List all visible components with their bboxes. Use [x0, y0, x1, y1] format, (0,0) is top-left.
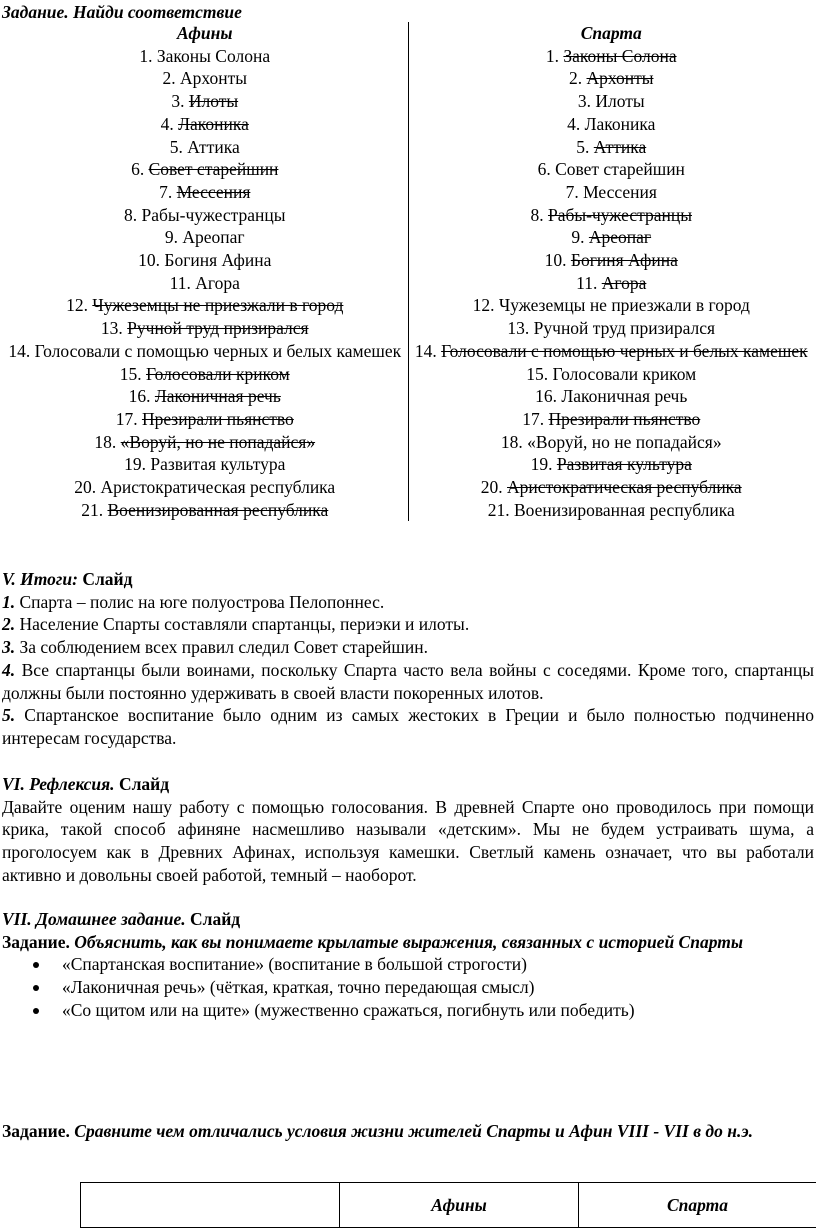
matching-cell-sparta: [408, 340, 814, 363]
summary-slide: Слайд: [78, 569, 133, 589]
matching-cell-athens: [2, 453, 408, 476]
item-text: Богиня Афина: [571, 250, 678, 270]
matching-cell-athens: [2, 158, 408, 181]
matching-row: [2, 317, 814, 340]
item-number: 21.: [81, 500, 103, 520]
item-text: Голосовали с помощью черных и белых камешек: [35, 341, 402, 361]
item-number: 4.: [567, 114, 580, 134]
item-number: 11.: [576, 273, 597, 293]
homework-bullet-text: «Спартанская воспитание» (воспитание в большой строгости): [62, 954, 527, 974]
item-text: Голосовали криком: [146, 364, 290, 384]
item-text: Ареопаг: [589, 227, 651, 247]
item-text: «Воруй, но не попадайся»: [527, 432, 721, 452]
summary-item-number: 4.: [2, 660, 15, 680]
item-number: 7.: [566, 182, 579, 202]
reflection-heading: VI. Рефлексия.: [2, 774, 115, 794]
item-text: Голосовали криком: [553, 364, 697, 384]
item-text: Богиня Афина: [164, 250, 271, 270]
matching-row: [2, 45, 814, 68]
summary-item-number: 3.: [2, 637, 15, 657]
matching-cell-sparta: [408, 181, 814, 204]
matching-cell-sparta: [408, 249, 814, 272]
header-sparta: Спарта: [408, 22, 814, 45]
summary-item-text: Население Спарты составляли спартанцы, периэки и илоты.: [15, 614, 469, 634]
matching-cell-sparta: [408, 476, 814, 499]
matching-row: [2, 90, 814, 113]
matching-row: [2, 385, 814, 408]
item-number: 1.: [139, 46, 152, 66]
matching-row: [2, 408, 814, 431]
comparison-header-sparta: Спарта: [579, 1183, 816, 1228]
summary-item-text: Все спартанцы были воинами, поскольку Спарта часто вела войны с соседями. Кроме того, спартанцы должны были постоянно удерживать в своей власти покоренных илотов.: [2, 660, 814, 703]
homework-bullet-item: [2, 999, 814, 1022]
homework-bullet-text: «Лаконичная речь» (чёткая, краткая, точно передающая смысл): [62, 977, 534, 997]
item-number: 4.: [161, 114, 174, 134]
comparison-table-header: [81, 1183, 816, 1228]
matching-row: [2, 113, 814, 136]
item-text: Мессения: [177, 182, 251, 202]
item-number: 15.: [526, 364, 548, 384]
item-text: Илоты: [189, 91, 238, 111]
item-text: Рабы-чужестранцы: [548, 205, 692, 225]
matching-cell-sparta: [408, 499, 814, 522]
item-text: Ареопаг: [182, 227, 244, 247]
reflection-section: [2, 773, 814, 887]
matching-cell-athens: [2, 385, 408, 408]
item-text: Архонты: [180, 68, 247, 88]
matching-row: [2, 294, 814, 317]
matching-row: [2, 158, 814, 181]
item-number: 6.: [538, 159, 551, 179]
summary-item-text: За соблюдением всех правил следил Совет старейшин.: [15, 637, 428, 657]
summary-item: [2, 591, 814, 614]
matching-table: [2, 22, 814, 521]
summary-section: [2, 568, 814, 750]
matching-row: [2, 204, 814, 227]
item-number: 20.: [481, 477, 503, 497]
homework-bullet-item: [2, 976, 814, 999]
item-number: 12.: [473, 295, 495, 315]
summary-item-text: Спартанское воспитание было одним из самых жестоких в Греции и было полностью подчиненно интересам государства.: [2, 705, 814, 748]
item-number: 9.: [571, 227, 584, 247]
item-text: Илоты: [595, 91, 644, 111]
task2-label: Задание.: [2, 1121, 70, 1141]
homework-section: [2, 908, 814, 1022]
comparison-header-athens: Афины: [340, 1183, 579, 1228]
matching-cell-athens: [2, 113, 408, 136]
matching-cell-sparta: [408, 408, 814, 431]
item-text: Законы Солона: [563, 46, 676, 66]
matching-row: [2, 181, 814, 204]
item-number: 8.: [530, 205, 543, 225]
item-text: Аттика: [594, 137, 646, 157]
item-number: 18.: [501, 432, 523, 452]
item-number: 13.: [101, 318, 123, 338]
homework-slide: Слайд: [186, 909, 241, 929]
item-text: Ручной труд призирался: [127, 318, 308, 338]
summary-item: [2, 659, 814, 704]
item-number: 18.: [94, 432, 116, 452]
task1-title: Задание. Найди соответствие: [2, 1, 242, 24]
summary-list: [2, 591, 814, 750]
matching-cell-sparta: [408, 67, 814, 90]
matching-cell-athens: [2, 67, 408, 90]
item-number: 5.: [170, 137, 183, 157]
item-text: Аттика: [187, 137, 239, 157]
summary-heading: V. Итоги:: [2, 569, 78, 589]
matching-row: [2, 340, 814, 363]
summary-item-number: 1.: [2, 592, 15, 612]
item-text: Рабы-чужестранцы: [141, 205, 285, 225]
item-text: Мессения: [583, 182, 657, 202]
item-number: 19.: [531, 454, 553, 474]
item-number: 19.: [124, 454, 146, 474]
item-text: Совет старейшин: [555, 159, 685, 179]
item-number: 14.: [8, 341, 30, 361]
item-text: Развитая культура: [150, 454, 285, 474]
matching-row: [2, 499, 814, 522]
item-text: Военизированная республика: [514, 500, 735, 520]
item-number: 21.: [488, 500, 510, 520]
item-number: 10.: [545, 250, 567, 270]
matching-cell-sparta: [408, 136, 814, 159]
item-text: Ручной труд призирался: [534, 318, 715, 338]
matching-cell-athens: [2, 90, 408, 113]
matching-row: [2, 431, 814, 454]
matching-cell-athens: [2, 226, 408, 249]
item-number: 11.: [170, 273, 191, 293]
item-text: Лаконика: [585, 114, 656, 134]
matching-cell-sparta: [408, 226, 814, 249]
item-number: 13.: [507, 318, 529, 338]
matching-row: [2, 476, 814, 499]
item-text: Лаконичная речь: [155, 386, 281, 406]
item-number: 9.: [165, 227, 178, 247]
item-number: 8.: [124, 205, 137, 225]
summary-heading-line: [2, 568, 814, 591]
item-number: 14.: [415, 341, 437, 361]
item-number: 16.: [535, 386, 557, 406]
item-text: Законы Солона: [157, 46, 270, 66]
matching-table-header: [2, 22, 814, 45]
reflection-text: Давайте оценим нашу работу с помощью голосования. В древней Спарте оно проводилось при помощи крика, такой способ афиняне насмешливо называли «детским». Мы не будем устраивать шума, а проголосуем как в Древних Афинах, используя камешки. Светлый камень означает, что вы работали активно и довольны своей работой, темный – наоборот.: [2, 796, 814, 887]
task2-text-line: [2, 1120, 814, 1143]
summary-item: [2, 704, 814, 749]
summary-item-text: Спарта – полис на юге полуострова Пелопоннес.: [15, 592, 384, 612]
item-text: Чужеземцы не приезжали в город: [499, 295, 750, 315]
item-text: Агора: [602, 273, 647, 293]
item-text: Презирали пьянство: [548, 409, 700, 429]
matching-cell-sparta: [408, 294, 814, 317]
matching-cell-sparta: [408, 453, 814, 476]
matching-cell-sparta: [408, 317, 814, 340]
item-text: Аристократическая республика: [101, 477, 336, 497]
homework-bullet-list: [2, 953, 814, 1021]
item-text: Лаконика: [178, 114, 249, 134]
matching-cell-athens: [2, 204, 408, 227]
item-text: Развитая культура: [557, 454, 692, 474]
matching-cell-sparta: [408, 385, 814, 408]
item-text: Презирали пьянство: [142, 409, 294, 429]
matching-row: [2, 453, 814, 476]
item-text: Агора: [195, 273, 240, 293]
matching-cell-athens: [2, 294, 408, 317]
homework-task-text: Объяснить, как вы понимаете крылатые выражения, связанных с историей Спарты: [70, 932, 743, 952]
bullet-icon: [33, 1008, 39, 1014]
item-text: Совет старейшин: [149, 159, 279, 179]
matching-cell-sparta: [408, 113, 814, 136]
task2-text: Сравните чем отличались условия жизни жителей Спарты и Афин VIII - VII в до н.э.: [70, 1121, 753, 1141]
matching-cell-sparta: [408, 363, 814, 386]
matching-cell-sparta: [408, 45, 814, 68]
matching-cell-athens: [2, 431, 408, 454]
item-text: Голосовали с помощью черных и белых камешек: [441, 341, 808, 361]
matching-cell-sparta: [408, 431, 814, 454]
matching-cell-athens: [2, 476, 408, 499]
task2-section: [2, 1120, 814, 1143]
matching-cell-athens: [2, 408, 408, 431]
matching-cell-athens: [2, 499, 408, 522]
matching-row: [2, 67, 814, 90]
bullet-icon: [33, 962, 39, 968]
homework-heading: VII. Домашнее задание.: [2, 909, 186, 929]
reflection-heading-line: [2, 773, 814, 796]
item-text: «Воруй, но не попадайся»: [121, 432, 315, 452]
item-number: 10.: [138, 250, 160, 270]
homework-bullet-item: [2, 953, 814, 976]
matching-cell-athens: [2, 340, 408, 363]
header-athens: Афины: [2, 22, 408, 45]
item-number: 16.: [129, 386, 151, 406]
matching-cell-athens: [2, 136, 408, 159]
item-number: 17.: [116, 409, 138, 429]
matching-cell-athens: [2, 181, 408, 204]
item-number: 2.: [163, 68, 176, 88]
matching-table-body: [2, 45, 814, 522]
matching-cell-athens: [2, 363, 408, 386]
summary-item-number: 5.: [2, 705, 15, 725]
item-number: 2.: [569, 68, 582, 88]
reflection-slide: Слайд: [115, 774, 170, 794]
matching-cell-sparta: [408, 158, 814, 181]
item-text: Лаконичная речь: [561, 386, 687, 406]
matching-row: [2, 363, 814, 386]
item-text: Чужеземцы не приезжали в город: [92, 295, 343, 315]
matching-cell-sparta: [408, 272, 814, 295]
comparison-table: [80, 1182, 816, 1228]
matching-row: [2, 249, 814, 272]
item-number: 6.: [131, 159, 144, 179]
item-number: 1.: [546, 46, 559, 66]
summary-item: [2, 613, 814, 636]
matching-row: [2, 226, 814, 249]
item-number: 7.: [159, 182, 172, 202]
matching-cell-athens: [2, 249, 408, 272]
matching-cell-athens: [2, 272, 408, 295]
item-number: 20.: [74, 477, 96, 497]
homework-task: [2, 931, 814, 954]
bullet-icon: [33, 985, 39, 991]
homework-bullet-text: «Со щитом или на щите» (мужественно сражаться, погибнуть или победить): [62, 1000, 635, 1020]
item-number: 3.: [578, 91, 591, 111]
item-text: Аристократическая республика: [507, 477, 742, 497]
item-text: Военизированная республика: [107, 500, 328, 520]
matching-row: [2, 136, 814, 159]
summary-item-number: 2.: [2, 614, 15, 634]
matching-cell-sparta: [408, 90, 814, 113]
item-number: 17.: [522, 409, 544, 429]
item-number: 3.: [171, 91, 184, 111]
summary-item: [2, 636, 814, 659]
homework-task-label: Задание.: [2, 932, 70, 952]
matching-row: [2, 272, 814, 295]
matching-cell-athens: [2, 317, 408, 340]
item-text: Архонты: [587, 68, 654, 88]
item-number: 5.: [576, 137, 589, 157]
comparison-header-empty: [81, 1183, 340, 1228]
matching-cell-sparta: [408, 204, 814, 227]
item-number: 12.: [66, 295, 88, 315]
homework-heading-line: [2, 908, 814, 931]
item-number: 15.: [120, 364, 142, 384]
matching-cell-athens: [2, 45, 408, 68]
